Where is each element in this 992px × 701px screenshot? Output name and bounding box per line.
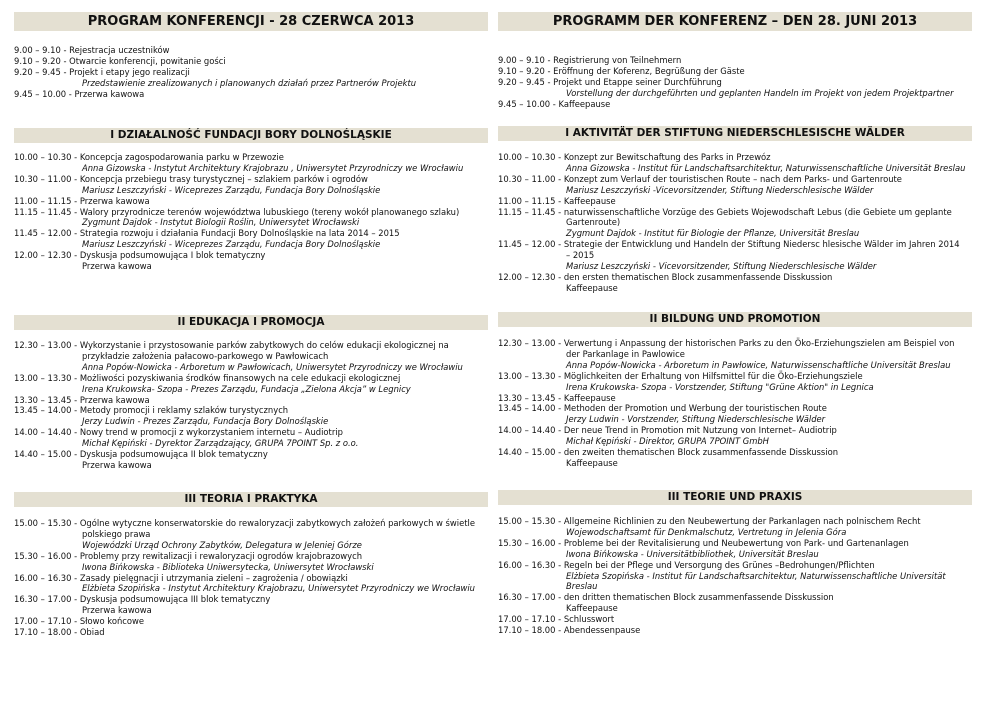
- entry-continuation: der Parkanlage in Pawlowice: [566, 348, 685, 359]
- entry-title: Methoden der Promotion und Werbung der touristischen Route: [563, 403, 827, 414]
- entry-time: 16.30 – 17.00 -: [498, 592, 562, 603]
- schedule-entry: [14, 373, 488, 395]
- entry-title: Registrierung von Teilnehmern: [553, 55, 682, 65]
- entry-line: [14, 45, 488, 56]
- entry-time: 13.00 – 13.30 -: [498, 370, 562, 381]
- entry-time: 10.00 – 10.30 -: [14, 152, 78, 162]
- schedule-entry: [498, 371, 972, 393]
- schedule-entry: [498, 393, 972, 404]
- entry-time: 13.45 – 14.00 -: [14, 405, 78, 416]
- entry-title: naturwissenschaftliche Vorzüge des Gebiets Wojewodschaft Lebus (die Gebiete um geplante: [563, 206, 952, 217]
- entry-speaker: Iwona Bińkowska - Biblioteka Uniwersytecka, Uniwersytet Wrocławski: [82, 561, 374, 572]
- entry-line: [14, 594, 488, 605]
- entry-title: Der neue Trend in Promotion mit Nutzung von Internet– Audiotrip: [563, 425, 837, 436]
- schedule-entry: [498, 592, 972, 614]
- entry-speaker: Anna Gizowska - Institut für Landschaftsarchitektur, Naturwissenschaftliche Universität Breslau: [566, 162, 966, 173]
- entry-title: Konzept zur Bewitschaftung des Parks in Przewóz: [563, 152, 771, 162]
- entry-speaker: Zygmunt Dajdok - Institut für Biologie der Pflanze, Universität Breslau: [566, 228, 860, 239]
- section-heading: II EDUKACJA I PROMOCJA: [14, 315, 488, 330]
- section-heading: III TEORIE UND PRAXIS: [498, 490, 972, 505]
- entry-title: Przerwa kawowa: [79, 195, 150, 206]
- entry-title: Przerwa kawowa: [74, 88, 145, 99]
- entry-speaker: Mariusz Leszczyński - Wiceprezes Zarządu, Fundacja Bory Dolnośląskie: [82, 184, 381, 195]
- entry-line: [14, 228, 488, 239]
- entry-title: Allgemeine Richlinien zu den Neubewertung der Parkanlagen nach polnischem Recht: [563, 516, 921, 526]
- entry-time: 10.00 – 10.30 -: [498, 152, 562, 162]
- entry-time: 9.45 – 10.00 -: [14, 88, 72, 99]
- entry-title: Schlusswort: [563, 614, 615, 625]
- entry-line: [498, 447, 972, 458]
- schedule-entry: [498, 272, 972, 294]
- schedule-entry: [14, 395, 488, 406]
- entry-continuation: Gartenroute): [566, 217, 621, 228]
- schedule-entry: [498, 196, 972, 207]
- entry-title: Dyskusja podsumowująca II blok tematyczny: [79, 449, 268, 460]
- program-polish-column: [14, 12, 488, 638]
- entry-title: Eröffnung der Koferenz, Begrüßung der Gäste: [553, 65, 745, 76]
- entry-title: Dyskusja podsumowująca III blok tematyczny: [79, 594, 271, 605]
- entry-line: [498, 614, 972, 625]
- entry-line: [14, 373, 488, 384]
- intro-block: [498, 55, 972, 110]
- schedule-entry: [498, 403, 972, 425]
- entry-line: [498, 196, 972, 207]
- entry-time: 11.00 – 11.15 -: [14, 195, 78, 206]
- entry-time: 11.45 – 12.00 -: [14, 228, 78, 239]
- schedule-entry: [498, 99, 972, 110]
- entry-time: 17.00 – 17.10 -: [498, 614, 562, 625]
- entry-speaker: Elżbieta Szopińska - Institut für Landschaftsarchitektur, Naturwissenschaftliche Universität: [566, 570, 946, 581]
- entry-continuation: Kaffeepause: [566, 603, 618, 614]
- entry-time: 12.00 – 12.30 -: [498, 271, 562, 282]
- entry-speaker: Wojewodschaftsamt für Denkmalschutz, Vertretung in Jelenia Góra: [566, 526, 847, 537]
- section-heading: I AKTIVITÄT DER STIFTUNG NIEDERSCHLESISCHE WÄLDER: [498, 126, 972, 141]
- entry-speaker: Iwona Bińkowska - Universitätbibliothek, Universität Breslau: [566, 548, 819, 559]
- entry-title: Strategia rozwoju i działania Fundacji Bory Dolnośląskie na lata 2014 – 2015: [79, 228, 400, 239]
- schedule-entry: [14, 427, 488, 449]
- entry-line: [14, 427, 488, 438]
- entry-title: den ersten thematischen Block zusammenfassende Disskussion: [563, 271, 833, 282]
- schedule-entry: [498, 338, 972, 371]
- entry-line: [498, 174, 972, 185]
- entry-title: Probleme bei der Revitalisierung und Neubewertung von Park- und Gartenanlagen: [563, 537, 909, 548]
- entry-time: 14.40 – 15.00 -: [498, 447, 562, 458]
- entry-line: [498, 371, 972, 382]
- intro-block: [14, 45, 488, 100]
- entry-time: 13.00 – 13.30 -: [14, 372, 78, 383]
- schedule-entry: [498, 77, 972, 99]
- entry-title: Rejestracja uczestników: [69, 45, 170, 55]
- schedule-entry: [14, 207, 488, 229]
- schedule-entry: [14, 449, 488, 471]
- entry-line: [14, 67, 488, 78]
- entry-title: Metody promocji i reklamy szlaków turystycznych: [79, 405, 289, 416]
- program-german-column: [498, 12, 972, 636]
- entry-line: [498, 516, 972, 527]
- schedule-entry: [14, 594, 488, 616]
- entry-time: 14.00 – 14.40 -: [498, 425, 562, 436]
- schedule-entry: [14, 551, 488, 573]
- entry-line: [14, 174, 488, 185]
- entry-title: Konzept zum Verlauf der touristischen Route – nach dem Parks- und Gartenroute: [563, 173, 902, 184]
- entry-time: 12.30 – 13.00 -: [14, 340, 78, 350]
- section-schedule: [14, 340, 488, 471]
- schedule-entry: [14, 627, 488, 638]
- schedule-entry: [14, 196, 488, 207]
- entry-line: [14, 152, 488, 163]
- schedule-entry: [14, 573, 488, 595]
- entry-continuation: – 2015: [566, 250, 595, 261]
- schedule-entry: [14, 340, 488, 373]
- entry-speaker: Mariusz Leszczyński - Vicevorsitzender, Stiftung Niederschlesische Wälder: [566, 261, 877, 272]
- entry-time: 13.30 – 13.45 -: [498, 392, 562, 403]
- entry-speaker: Elżbieta Szopińska - Instytut Architektury Krajobrazu, Uniwersytet Przyrodniczy we Wrocławiu: [82, 583, 475, 594]
- entry-time: 14.40 – 15.00 -: [14, 449, 78, 460]
- entry-time: 11.15 – 11.45 -: [498, 206, 562, 217]
- entry-title: Möglichkeiten der Erhaltung von Hilfsmittel für die Öko-Erziehungsziele: [563, 370, 863, 381]
- schedule-entry: [498, 560, 972, 593]
- schedule-entry: [498, 625, 972, 636]
- section-schedule: [14, 152, 488, 272]
- entry-line: [498, 152, 972, 163]
- entry-line: [498, 272, 972, 283]
- schedule-entry: [498, 516, 972, 538]
- program-title: PROGRAMM DER KONFERENZ – DEN 28. JUNI 2013: [498, 12, 972, 31]
- entry-time: 11.00 – 11.15 -: [498, 195, 562, 206]
- entry-speaker: Michał Kępiński - Dyrektor Zarządzający, GRUPA 7POINT Sp. z o.o.: [82, 438, 359, 449]
- entry-title: Kaffeepause: [563, 392, 616, 403]
- section-heading: III TEORIA I PRAKTYKA: [14, 492, 488, 507]
- schedule-entry: [498, 538, 972, 560]
- entry-line: [498, 403, 972, 414]
- entry-line: [14, 56, 488, 67]
- entry-title: Abendessenpause: [563, 625, 641, 636]
- entry-title: Zasady pielęgnacji i utrzymania zieleni – zagrożenia / obowiązki: [79, 572, 348, 583]
- entry-time: 9.20 – 9.45 -: [14, 66, 67, 77]
- entry-line: [14, 627, 488, 638]
- entry-title: Otwarcie konferencji, powitanie gości: [69, 55, 226, 66]
- entry-time: 9.10 – 9.20 -: [14, 55, 67, 66]
- entry-speaker: Vorstellung der durchgeführten und geplanten Handeln im Projekt von jedem Projektpartner: [566, 87, 954, 98]
- entry-time: 11.15 – 11.45 -: [14, 206, 78, 217]
- program-title: PROGRAM KONFERENCJI - 28 CZERWCA 2013: [14, 12, 488, 31]
- entry-speaker: Zygmunt Dajdok - Instytut Biologii Roślin, Uniwersytet Wrocławski: [82, 217, 360, 228]
- schedule-entry: [14, 174, 488, 196]
- section-schedule: [14, 518, 488, 638]
- schedule-entry: [14, 405, 488, 427]
- entry-line: [14, 551, 488, 562]
- schedule-entry: [498, 425, 972, 447]
- schedule-entry: [498, 152, 972, 174]
- entry-title: Walory przyrodnicze terenów województwa lubuskiego (tereny wokół planowanego szlaku): [79, 206, 460, 217]
- entry-line: [14, 449, 488, 460]
- entry-line: [14, 573, 488, 584]
- entry-title: Kaffeepause: [563, 195, 616, 206]
- entry-speaker: Wojewódzki Urząd Ochrony Zabytków, Delegatura w Jeleniej Górze: [82, 539, 362, 550]
- entry-continuation: Przerwa kawowa: [82, 261, 152, 272]
- entry-time: 16.00 – 16.30 -: [498, 559, 562, 570]
- entry-speaker: Jerzy Ludwin - Prezes Zarządu, Fundacja Bory Dolnośląskie: [82, 416, 329, 427]
- entry-speaker: Breslau: [566, 581, 598, 592]
- entry-line: [498, 625, 972, 636]
- entry-time: 10.30 – 11.00 -: [14, 173, 78, 184]
- entry-line: [14, 89, 488, 100]
- entry-time: 17.10 – 18.00 -: [498, 625, 562, 636]
- schedule-entry: [14, 45, 488, 56]
- entry-line: [14, 395, 488, 406]
- entry-speaker: Michał Kępiński - Direktor, GRUPA 7POINT GmbH: [566, 436, 769, 447]
- entry-title: Projekt und Etappe seiner Durchführung: [553, 76, 722, 87]
- entry-time: 9.45 – 10.00 -: [498, 98, 556, 109]
- entry-title: Wykorzystanie i przystosowanie parków zabytkowych do celów edukacji ekologicznej na: [79, 340, 449, 350]
- entry-speaker: Jerzy Ludwin - Vorstzender, Stiftung Niederschlesische Wälder: [566, 414, 826, 425]
- entry-continuation: polskiego prawa: [82, 528, 151, 539]
- entry-time: 16.00 – 16.30 -: [14, 572, 78, 583]
- entry-time: 12.00 – 12.30 -: [14, 250, 78, 261]
- entry-speaker: Irena Krukowska- Szopa - Vorstzender, Stiftung "Grüne Aktion" in Legnica: [566, 381, 874, 392]
- entry-line: [14, 518, 488, 529]
- schedule-entry: [498, 174, 972, 196]
- entry-line: [14, 616, 488, 627]
- entry-time: 15.30 – 16.00 -: [498, 537, 562, 548]
- entry-time: 15.00 – 15.30 -: [498, 516, 562, 526]
- entry-line: [498, 338, 972, 349]
- entry-line: [498, 393, 972, 404]
- entry-time: 9.00 – 9.10 -: [498, 55, 551, 65]
- schedule-entry: [14, 518, 488, 551]
- schedule-entry: [498, 447, 972, 469]
- entry-line: [498, 425, 972, 436]
- entry-continuation: Przerwa kawowa: [82, 459, 152, 470]
- entry-time: 15.00 – 15.30 -: [14, 518, 78, 528]
- entry-title: Możliwości pozyskiwania środków finansowych na cele edukacji ekologicznej: [79, 372, 401, 383]
- entry-time: 9.20 – 9.45 -: [498, 76, 551, 87]
- entry-time: 10.30 – 11.00 -: [498, 173, 562, 184]
- section-schedule: [498, 338, 972, 469]
- entry-time: 13.45 – 14.00 -: [498, 403, 562, 414]
- entry-title: Nowy trend w promocji z wykorzystaniem internetu – Audiotrip: [79, 427, 343, 438]
- section-heading: II BILDUNG UND PROMOTION: [498, 312, 972, 327]
- entry-title: den zweiten thematischen Block zusammenfassende Disskussion: [563, 447, 839, 458]
- schedule-entry: [14, 89, 488, 100]
- schedule-entry: [498, 207, 972, 240]
- entry-time: 13.30 – 13.45 -: [14, 394, 78, 405]
- entry-line: [498, 592, 972, 603]
- entry-time: 14.00 – 14.40 -: [14, 427, 78, 438]
- entry-time: 11.45 – 12.00 -: [498, 239, 562, 250]
- entry-time: 12.30 – 13.00 -: [498, 338, 562, 348]
- entry-line: [14, 250, 488, 261]
- entry-title: Koncepcja zagospodarowania parku w Przewozie: [79, 152, 284, 162]
- schedule-entry: [498, 239, 972, 272]
- entry-title: Obiad: [79, 627, 105, 638]
- schedule-entry: [498, 66, 972, 77]
- entry-title: Przerwa kawowa: [79, 394, 150, 405]
- entry-line: [14, 196, 488, 207]
- section-schedule: [498, 516, 972, 636]
- entry-line: [498, 239, 972, 250]
- entry-continuation: Kaffeepause: [566, 457, 618, 468]
- entry-title: Strategie der Entwicklung und Handeln der Stiftung Niedersc hlesische Wälder im Jahren 2014: [563, 239, 960, 250]
- entry-time: 9.00 – 9.10 -: [14, 45, 67, 55]
- entry-title: Kaffeepause: [558, 98, 611, 109]
- entry-speaker: Irena Krukowska- Szopa - Prezes Zarządu, Fundacja „Zielona Akcja” w Legnicy: [82, 383, 411, 394]
- entry-title: Verwertung i Anpassung der historischen Parks zu den Öko-Erziehungszielen am Beispiel von: [563, 338, 955, 348]
- entry-title: Problemy przy rewitalizacji i rewaloryzacji ogrodów krajobrazowych: [79, 550, 363, 561]
- entry-line: [498, 99, 972, 110]
- entry-speaker: Anna Gizowska - Instytut Architektury Krajobrazu , Uniwersytet Przyrodniczy we Wrocławiu: [82, 162, 464, 173]
- schedule-entry: [498, 55, 972, 66]
- entry-time: 9.10 – 9.20 -: [498, 65, 551, 76]
- section-schedule: [498, 152, 972, 294]
- entry-continuation: Kaffeepause: [566, 282, 618, 293]
- entry-speaker: Mariusz Leszczyński - Wiceprezes Zarządu, Fundacja Bory Dolnośląskie: [82, 239, 381, 250]
- entry-continuation: Przerwa kawowa: [82, 605, 152, 616]
- entry-title: den dritten thematischen Block zusammenfassende Disskussion: [563, 592, 834, 603]
- entry-title: Dyskusja podsumowująca I blok tematyczny: [79, 250, 266, 261]
- entry-speaker: Anna Popów-Nowicka - Arboretum w Pawłowicach, Uniwersytet Przyrodniczy we Wrocławiu: [82, 361, 463, 372]
- entry-title: Koncepcja przebiegu trasy turystycznej – szlakiem parków i ogrodów: [79, 173, 368, 184]
- section-heading: I DZIAŁALNOŚĆ FUNDACJI BORY DOLNOŚLĄSKIE: [14, 128, 488, 143]
- schedule-entry: [14, 228, 488, 250]
- entry-time: 17.10 – 18.00 -: [14, 627, 78, 638]
- entry-line: [498, 560, 972, 571]
- entry-line: [498, 207, 972, 218]
- entry-line: [498, 538, 972, 549]
- schedule-entry: [14, 67, 488, 89]
- entry-title: Ogólne wytyczne konserwatorskie do rewaloryzacji zabytkowych założeń parkowych w świetle: [79, 518, 476, 528]
- entry-time: 15.30 – 16.00 -: [14, 550, 78, 561]
- entry-line: [498, 55, 972, 66]
- entry-continuation: przykładzie założenia pałacowo-parkowego w Pawłowicach: [82, 350, 329, 361]
- entry-speaker: Przedstawienie zrealizowanych i planowanych działań przez Partnerów Projektu: [82, 77, 417, 88]
- entry-time: 17.00 – 17.10 -: [14, 616, 78, 627]
- schedule-entry: [498, 614, 972, 625]
- schedule-entry: [14, 56, 488, 67]
- schedule-entry: [14, 152, 488, 174]
- entry-line: [14, 207, 488, 218]
- entry-speaker: Anna Popów-Nowicka - Arboretum in Pawłowice, Naturwissenschaftliche Universität Breslau: [566, 359, 951, 370]
- entry-title: Słowo końcowe: [79, 616, 144, 627]
- entry-line: [14, 405, 488, 416]
- entry-title: Regeln bei der Pflege und Versorgung des Grünes –Bedrohungen/Pflichten: [563, 559, 875, 570]
- entry-line: [498, 66, 972, 77]
- schedule-entry: [14, 616, 488, 627]
- entry-line: [498, 77, 972, 88]
- entry-time: 16.30 – 17.00 -: [14, 594, 78, 605]
- entry-speaker: Mariusz Leszczyński -Vicevorsitzender, Stiftung Niederschlesische Wälder: [566, 184, 874, 195]
- entry-title: Projekt i etapy jego realizacji: [69, 66, 190, 77]
- schedule-entry: [14, 250, 488, 272]
- entry-line: [14, 340, 488, 351]
